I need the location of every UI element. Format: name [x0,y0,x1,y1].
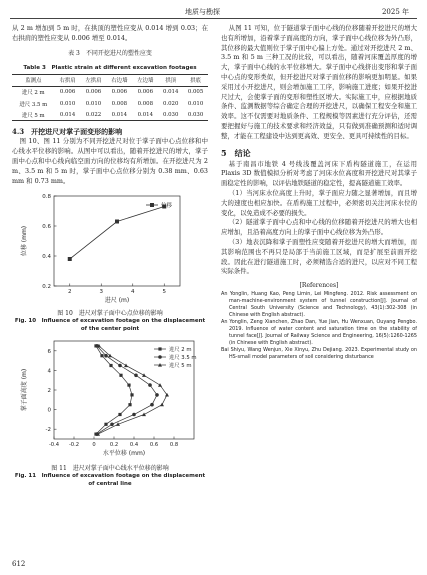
data-point-marker [118,413,121,416]
y-tick-label: 0.2 [42,284,51,291]
x-tick-label: -0.2 [68,442,80,449]
y-tick-label: -2 [45,427,51,434]
table-3 [12,74,208,122]
data-point-marker [104,354,108,358]
reference-item: An Yonglin, Zeng Xianchen, Zhao Dan, Yue Jian, Hu Wenxuan, Ouyang Pengbo. 2019. Influence of water content and saturation time on the stability of tunnel face[J]. Journal of Railway Science and Engineering, 16(5):1260-1265 (in Chinese with English abstract). [221,319,417,347]
y-tick-label: 2 [47,388,51,395]
y-tick-label: 0.8 [42,194,51,201]
data-point-marker [68,257,72,261]
conclusion-item-3: （3）地表沉降和掌子面塑性应变随着开挖进尺的增大而增加，而其影响范围也不再只是局部于当前施工区域，而是扩展至前面开挖段。因此在进行隧道施工时，必须精选合适的进尺，以应对不同工程实际条件。 [221,237,417,276]
x-tick-label: 0.4 [129,442,139,449]
table-header-cell: 右拱肩 [59,78,76,85]
x-tick-label: 2 [68,289,72,296]
data-point-marker [118,364,122,368]
header-year: 2025 年 [381,8,409,16]
data-point-marker [132,413,136,417]
x-tick-label: 0.6 [149,442,159,449]
data-point-marker [124,364,128,368]
table-header-cell: 左拱肩 [85,78,102,85]
table-3-caption-cn: 表 3 不同开挖进尺的塑性应变 [68,49,152,57]
series-line-3 [98,346,167,434]
legend-label: 进尺 2 m [169,347,192,354]
data-point-marker [134,374,138,378]
conclusion-item-2: （2）隧道掌子面中心点和中心线的位移随着开挖进尺的增大也相应增加，且沿着高度方向上的掌子面中心线位移为外凸形。 [221,218,417,237]
legend-marker [150,203,154,207]
x-tick-label: 4 [131,289,135,296]
table-3-caption-en: Table 3 Plastic strain at different excavation footages [23,64,197,71]
data-point-marker [100,354,103,357]
table-cell: 0.010 [59,100,76,107]
table-cell: 0.010 [187,100,204,107]
table-cell: 0.030 [162,111,179,118]
data-point-marker [119,374,122,377]
data-point-marker [160,403,164,407]
intro-paragraph: 从 2 m 增加到 5 m 时，在拱顶的塑性应变从 0.014 增到 0.03；在右拱肩的塑性应变从 0.006 增至 0.014。 [12,24,208,42]
fig11-discussion-paragraph: 从图 11 可知，位于隧道掌子面中心线的位移随着开挖进尺的增大也有所增加，沿着掌子面高度的方向，掌子面中心线位移为外凸形，其位移的最大值则位于掌子面中心偏上方处。通过对开挖进尺 2 m、3.5 m 和 5 m 三种工况的比较，可以看出，随着河床覆盖厚度的增大，掌子面中心线的水平位移增大。掌子面中心线挤出变形和掌子面中心点的变形类似，但开挖进尺对掌子面位移的影响更加明显。如果采用过小开挖进尺，则会增加施工工序，影响施工进度；如果开挖进尺过大，会使掌子面的变形和塑性区增大。实际施工中，应根据地质条件、监测数据等综合确定合理的开挖进尺，以确保工程安全和施工效率。这不仅需要对地质条件、工程规模等因素进行充分评估，还需要把握好与施工的技术要求和经济效益，只有做到准确预测和适时调整，才能在工程建设中达到更高效、更安全、更具可持续性的目标。 [221,24,417,140]
table-cell: 0.020 [162,100,179,107]
table-cell: 进尺 5 m [21,112,45,119]
y-axis-label: 位移 (mm) [21,226,28,257]
table-cell: 0.030 [187,111,204,118]
table-header-cell: 右边墙 [111,78,128,85]
x-tick-label: 0.8 [169,442,179,449]
data-point-marker [130,394,133,397]
journal-name: 地质与勘探 [185,8,220,16]
table-cell: 0.006 [85,89,102,96]
data-point-marker [109,364,112,367]
reference-item: An Yonglin, Huang Kao, Peng Limin, Lei Mingfeng. 2012. Risk assessment on man-machine-environment system of tunnel construction[J]. Journal of Central South University (Science and Technology), 43(1):302-308 (in Chinese with English abstract). [221,291,417,319]
right-column [221,24,417,361]
figure-10-caption-en: Fig. 10 Influence of excavation footage on the displacement of the center point [14,318,206,332]
table-header-cell: 拱顶 [165,78,177,85]
table-cell: 0.005 [187,89,204,96]
x-tick-label: 0.2 [109,442,119,449]
section-4-3-paragraph: 图 10、图 11 分别为不同开挖进尺对位于掌子面中心点位移和中心线水平位移的影响。从图中可以看出，随着开挖进尺的增大，掌子面中心点和中心线向临空面方向的位移均有所增加。在开挖进尺为 2 m、3.5 m 和 5 m 时，掌子面中心点位移分别为 0.38 mm、0.63 mm 和 0.73 mm。 [12,137,208,185]
figure-11-caption-cn: 图 11 进尺对掌子面中心线水平位移的影响 [51,465,169,473]
data-point-marker [110,423,114,427]
figure-11 [12,335,208,465]
plot-frame [54,196,180,286]
table-cell: 0.006 [111,89,128,96]
y-tick-label: 0.6 [42,224,51,231]
data-point-marker [150,403,154,407]
legend-label: 进尺 5 m [169,363,192,370]
table-header-cell: 监测点 [25,78,42,85]
x-tick-label: 3 [99,289,103,296]
references-heading: [References] [299,282,339,290]
legend-label: 位移 [161,203,173,210]
y-tick-label: 0.4 [42,254,51,261]
table-header-row [12,74,208,86]
figure-11-caption-en: Fig. 11 Influence of excavation footage on the displacement of central line [14,473,206,487]
page-header [0,0,427,22]
table-header-cell: 左边墙 [137,78,154,85]
y-tick-label: 0 [47,407,51,414]
x-tick-label: -0.4 [48,442,60,449]
section-4-3-heading: 4.3 开挖进尺对掌子面变形的影响 [12,127,123,137]
data-point-marker [127,384,130,387]
y-tick-label: 4 [47,368,51,375]
data-point-marker [158,383,162,387]
data-point-marker [104,423,107,426]
figure-10-chart [12,188,208,310]
series-line-displacement [70,207,165,260]
figure-10 [12,188,208,310]
data-point-marker [128,403,131,406]
table-cell: 0.006 [59,89,76,96]
table-cell: 0.008 [111,100,128,107]
conclusion-intro-paragraph: 基于南昌市地铁 4 号线浅覆盖河床下盾构隧道施工，在运用 Plaxis 3D 数值模拟分析对考虑了河床水位高度和开挖进尺对其掌子面稳定性的影响，以评估地铁隧道的稳定性，提高隧道施工效率。 [221,159,417,188]
data-point-marker [115,220,119,224]
data-point-marker [142,413,146,417]
table-row [12,109,208,121]
reference-item: Bai Shiyu, Wang Wenjun, Xie Xinyu, Zhu Dejiang. 2023. Experimental study on HS-small model parameters of soil considering disturbance [221,347,417,361]
header-rule [10,18,417,19]
legend-marker [158,348,161,351]
left-column [12,24,208,488]
figure-10-caption-cn: 图 10 进尺对掌子面中心点位移的影响 [57,310,163,318]
x-axis-label: 进尺 (m) [104,297,130,305]
table-cell: 0.014 [59,111,76,118]
table-cell: 0.014 [111,111,128,118]
data-point-marker [148,384,152,388]
legend-label: 进尺 3.5 m [169,355,197,362]
table-cell: 0.006 [137,89,153,96]
table-header-cell: 拱底 [190,78,201,85]
conclusion-item-1: （1）当河床水位高度上升时，掌子面应力随之显著增加，而且增大的速度也相应加快。在盾构施工过程中，必须密切关注河床水位的变化，以免造成不必要的损失。 [221,188,417,217]
page-number: 612 [12,560,26,568]
x-axis-label: 水平位移 (mm) [102,450,146,458]
table-cell: 进尺 3.5 m [19,101,48,108]
y-axis-label: 掌子面高度 (m) [21,369,28,412]
table-cell: 0.010 [85,100,102,107]
figure-11-chart [12,335,208,465]
table-cell: 0.022 [85,111,102,118]
data-point-marker [142,374,146,378]
table-cell: 0.014 [137,111,153,118]
y-tick-label: 6 [47,349,51,356]
table-cell: 进尺 2 m [21,90,45,97]
table-cell: 0.014 [162,89,179,96]
x-tick-label: 0 [92,442,96,449]
data-point-marker [155,393,159,397]
table-row [12,86,208,98]
legend-marker [158,356,162,360]
table-row [12,98,208,109]
table-cell: 0.008 [137,100,153,107]
x-tick-label: 5 [162,289,166,296]
section-5-heading: 5 结论 [221,147,251,158]
